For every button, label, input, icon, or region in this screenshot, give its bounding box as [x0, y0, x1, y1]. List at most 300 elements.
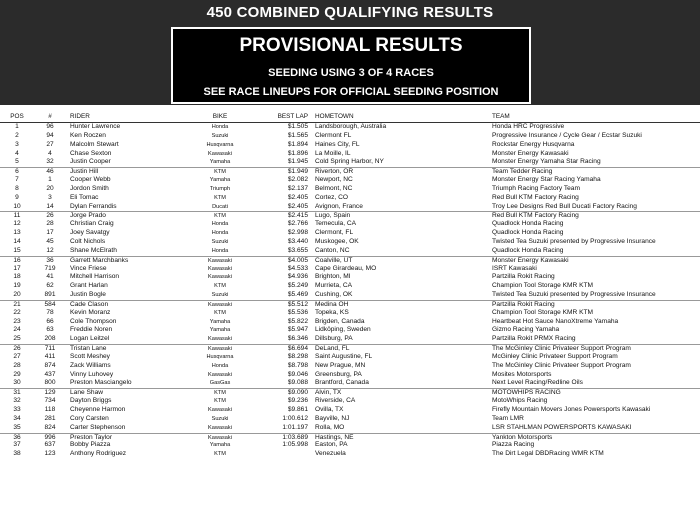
cell-pos: 8 — [15, 184, 19, 192]
cell-bike: Honda — [211, 124, 229, 130]
cell-number: 123 — [44, 450, 56, 458]
cell-hometown: Rolla, MO — [315, 423, 345, 431]
table-row — [0, 318, 700, 327]
cell-rider: Garrett Marchbanks — [70, 256, 129, 264]
cell-number: 78 — [46, 308, 54, 316]
cell-number: 62 — [46, 282, 54, 290]
cell-team: Twisted Tea Suzuki presented by Progressive Insurance — [492, 237, 656, 245]
cell-hometown: Ovilla, TX — [315, 406, 344, 413]
cell-number: 4 — [48, 149, 52, 157]
cell-bike: Suzuki — [211, 238, 229, 245]
cell-number: 118 — [44, 406, 56, 413]
cell-bike: KTM — [214, 213, 226, 220]
cell-rider: Logan Leitzel — [70, 335, 110, 343]
cell-bike: Ducati — [212, 203, 228, 210]
table-row — [0, 450, 700, 459]
cell-bike: KTM — [214, 194, 226, 201]
cell-rider: Justin Bogle — [70, 291, 106, 299]
cell-rider: Preston Masciangelo — [70, 379, 132, 387]
cell-rider: Anthony Rodriguez — [70, 450, 127, 458]
cell-bike: Kawasaki — [208, 424, 232, 431]
cell-rider: Justin Cooper — [70, 158, 111, 166]
cell-number: 46 — [46, 168, 54, 176]
cell-best-lap: $9.861 — [287, 406, 308, 413]
cell-hometown: Saint Augustine, FL — [315, 352, 373, 360]
cell-best-lap: $1.949 — [287, 168, 308, 176]
cell-team: Progressive Insurance / Cycle Gear / Ecstar Suzuki — [492, 131, 642, 139]
cell-team: Quadlock Honda Racing — [492, 229, 564, 237]
cell-hometown: Canton, NC — [315, 246, 350, 254]
cell-number: 41 — [46, 273, 54, 281]
cell-hometown: La Moille, IL — [315, 149, 351, 157]
table-row — [0, 397, 700, 406]
cell-hometown: Clermont, FL — [315, 229, 354, 237]
cell-best-lap: $9.236 — [287, 397, 308, 405]
col-num-header: # — [48, 113, 52, 120]
cell-pos: 38 — [13, 450, 21, 458]
cell-best-lap: $2.405 — [287, 202, 308, 210]
cell-number: 27 — [46, 140, 54, 148]
cell-team: Champion Tool Storage KMR KTM — [492, 282, 594, 290]
table-row — [0, 123, 700, 132]
cell-best-lap: $1.565 — [287, 131, 308, 139]
cell-rider: Christian Craig — [70, 220, 114, 228]
cell-hometown: Topeka, KS — [315, 308, 349, 316]
cell-team: Red Bull KTM Factory Racing — [492, 193, 579, 201]
table-row — [0, 424, 700, 433]
cell-team: Red Bull KTM Factory Racing — [492, 212, 579, 220]
cell-best-lap: 1:03.689 — [282, 433, 308, 441]
cell-best-lap: $3.440 — [287, 237, 308, 245]
cell-hometown: Brighton, MI — [315, 273, 351, 281]
cell-pos: 19 — [13, 282, 21, 290]
cell-rider: Malcolm Stewart — [70, 140, 119, 148]
cell-best-lap: $5.512 — [287, 300, 308, 308]
cell-rider: Justin Hill — [70, 168, 99, 176]
cell-bike: Kawasaki — [208, 434, 232, 441]
cell-rider: Colt Nichols — [70, 237, 106, 245]
cell-number: 584 — [44, 300, 56, 308]
cell-bike: Kawasaki — [208, 301, 232, 308]
table-row — [0, 441, 700, 450]
cell-hometown: DeLand, FL — [315, 345, 350, 353]
cell-hometown: Hastings, NE — [315, 433, 354, 441]
cell-hometown: Newport, NC — [315, 176, 353, 184]
cell-bike: Honda — [211, 221, 229, 228]
cell-hometown: Riverside, CA — [315, 397, 356, 405]
cell-team: Monster Energy Yamaha Star Racing — [492, 158, 601, 166]
table-row — [0, 229, 700, 238]
cell-number: 281 — [44, 414, 56, 422]
cell-pos: 7 — [15, 176, 19, 184]
cell-pos: 20 — [13, 291, 21, 299]
cell-hometown: Medina OH — [315, 300, 349, 308]
cell-best-lap: $5.249 — [287, 282, 308, 290]
table-row — [0, 265, 700, 274]
cell-pos: 4 — [15, 149, 19, 157]
table-row — [0, 176, 700, 185]
cell-best-lap: $4.936 — [287, 273, 308, 281]
cell-hometown: Belmont, NC — [315, 184, 353, 192]
cell-bike: Kawasaki — [208, 336, 232, 343]
cell-hometown: Brigden, Canada — [315, 317, 365, 325]
cell-pos: 16 — [13, 256, 21, 264]
cell-number: 17 — [46, 229, 54, 237]
cell-team: Partzilla Rokit Racing — [492, 300, 555, 308]
cell-number: 45 — [46, 237, 54, 245]
cell-pos: 26 — [13, 345, 21, 353]
cell-pos: 37 — [13, 441, 21, 449]
cell-bike: Suzuki — [211, 292, 229, 299]
cell-bike: Kawasaki — [208, 274, 232, 281]
cell-pos: 3 — [15, 140, 19, 148]
cell-rider: Tristan Lane — [70, 345, 107, 353]
cell-team: Heartbeat Hot Sauce NanoXtreme Yamaha — [492, 317, 619, 325]
cell-bike: Yamaha — [209, 318, 231, 325]
table-row — [0, 141, 700, 150]
cell-best-lap: $2.415 — [287, 212, 308, 220]
cell-pos: 10 — [13, 202, 21, 210]
cell-best-lap: $2.766 — [287, 220, 308, 228]
cell-rider: Shane McElrath — [70, 246, 117, 254]
cell-rider: Mitchell Harrison — [70, 273, 120, 281]
table-header — [0, 111, 700, 123]
cell-bike: Triumph — [209, 185, 231, 192]
cell-hometown: New Prague, MN — [315, 361, 366, 369]
cell-number: 129 — [44, 389, 56, 397]
cell-hometown: Coalville, UT — [315, 256, 353, 264]
table-row — [0, 132, 700, 141]
cell-number: 20 — [46, 184, 54, 192]
cell-team: Quadlock Honda Racing — [492, 220, 564, 228]
cell-number: 800 — [44, 379, 56, 387]
lineup-subtitle: SEE RACE LINEUPS FOR OFFICIAL SEEDING POSITION — [203, 86, 499, 98]
cell-number: 14 — [46, 202, 54, 210]
col-team-header: TEAM — [492, 113, 510, 120]
cell-bike: GasGas — [209, 380, 231, 387]
cell-pos: 13 — [13, 229, 21, 237]
cell-team: The McGinley Clinic Privateer Support Program — [492, 361, 631, 369]
cell-team: Rockstar Energy Husqvarna — [492, 140, 575, 148]
cell-team: MotoWhips Racing — [492, 397, 548, 405]
cell-team: Monster Energy Kawasaki — [492, 149, 569, 157]
table-row — [0, 326, 700, 335]
table-row — [0, 194, 700, 203]
table-row — [0, 211, 700, 220]
cell-team: Triumph Racing Factory Team — [492, 184, 580, 192]
cell-team: Gizmo Racing Yamaha — [492, 326, 560, 334]
cell-rider: Cheyenne Harmon — [70, 406, 126, 413]
cell-best-lap: $4.533 — [287, 264, 308, 272]
cell-number: 63 — [46, 326, 54, 334]
cell-hometown: Cortez, CO — [315, 193, 348, 201]
cell-team: Yankton Motorsports — [492, 433, 553, 441]
table-row — [0, 362, 700, 371]
seeding-subtitle: SEEDING USING 3 OF 4 RACES — [268, 67, 434, 79]
cell-pos: 2 — [15, 131, 19, 139]
cell-hometown: Clermont FL — [315, 131, 352, 139]
cell-team: Partzilla Rokit PRMX Racing — [492, 335, 576, 343]
cell-bike: Husqvarna — [206, 353, 234, 360]
cell-team: The McGinley Clinic Privateer Support Program — [492, 345, 631, 353]
cell-bike: KTM — [214, 309, 226, 316]
col-rider-header: RIDER — [70, 113, 90, 120]
table-row — [0, 309, 700, 318]
cell-hometown: Venezuela — [315, 450, 346, 458]
cell-rider: Carter Stephenson — [70, 423, 126, 431]
cell-team: Mosites Motorsports — [492, 370, 552, 378]
cell-rider: Vince Friese — [70, 264, 107, 272]
cell-bike: Kawasaki — [208, 265, 232, 272]
cell-number: 411 — [44, 352, 56, 360]
cell-hometown: Greensburg, PA — [315, 370, 362, 378]
cell-best-lap: $9.090 — [287, 389, 308, 397]
cell-best-lap: $9.046 — [287, 370, 308, 378]
table-row — [0, 273, 700, 282]
cell-pos: 18 — [13, 273, 21, 281]
cell-hometown: Riverton, OR — [315, 168, 354, 176]
cell-pos: 24 — [13, 326, 21, 334]
cell-team: ISRT Kawasaki — [492, 264, 537, 272]
table-row — [0, 371, 700, 380]
cell-number: 874 — [44, 361, 56, 369]
cell-hometown: Cape Girardeau, MO — [315, 264, 377, 272]
cell-best-lap: $5.822 — [287, 317, 308, 325]
cell-rider: Scott Meshey — [70, 352, 110, 360]
table-row — [0, 300, 700, 309]
cell-rider: Chase Sexton — [70, 149, 112, 157]
cell-hometown: Bayville, NJ — [315, 414, 350, 422]
cell-rider: Dayton Briggs — [70, 397, 112, 405]
cell-hometown: Dillsburg, PA — [315, 335, 353, 343]
cell-rider: Dylan Ferrandis — [70, 202, 117, 210]
cell-rider: Zack Williams — [70, 361, 111, 369]
cell-pos: 30 — [13, 379, 21, 387]
cell-pos: 25 — [13, 335, 21, 343]
cell-bike: Husqvarna — [206, 141, 234, 148]
cell-pos: 9 — [15, 193, 19, 201]
cell-bike: Kawasaki — [208, 371, 232, 378]
cell-number: 637 — [44, 441, 56, 449]
cell-pos: 6 — [15, 168, 19, 176]
table-row — [0, 335, 700, 344]
cell-best-lap: $1.945 — [287, 158, 308, 166]
cell-number: 3 — [48, 193, 52, 201]
table-row — [0, 256, 700, 265]
cell-team: Champion Tool Storage KMR KTM — [492, 308, 594, 316]
cell-best-lap: 1:05.998 — [282, 441, 308, 449]
cell-team: MOTOWHIPS RACING — [492, 389, 561, 397]
cell-bike: KTM — [214, 451, 226, 458]
table-body — [0, 123, 700, 459]
cell-pos: 27 — [13, 352, 21, 360]
cell-bike: Kawasaki — [208, 257, 232, 264]
table-row — [0, 203, 700, 212]
cell-best-lap: $3.655 — [287, 246, 308, 254]
cell-team: Monster Energy Kawasaki — [492, 256, 569, 264]
page-title: 450 COMBINED QUALIFYING RESULTS — [206, 4, 494, 21]
cell-best-lap: $2.405 — [287, 193, 308, 201]
cell-team: Team Tedder Racing — [492, 168, 553, 176]
cell-bike: Kawasaki — [208, 150, 232, 157]
cell-number: 94 — [46, 131, 54, 139]
cell-team: Twisted Tea Suzuki presented by Progressive Insurance — [492, 291, 656, 299]
cell-pos: 32 — [13, 397, 21, 405]
cell-bike: Yamaha — [209, 327, 231, 334]
cell-hometown: Lugo, Spain — [315, 212, 351, 220]
cell-rider: Eli Tomac — [70, 193, 99, 201]
col-hometown-header: HOMETOWN — [315, 113, 354, 120]
cell-hometown: Cold Spring Harbor, NY — [315, 158, 384, 166]
provisional-title: PROVISIONAL RESULTS — [239, 35, 463, 56]
provisional-box — [171, 27, 531, 104]
cell-rider: Jorge Prado — [70, 212, 106, 220]
cell-rider: Preston Taylor — [70, 433, 113, 441]
cell-best-lap: $2.998 — [287, 229, 308, 237]
cell-bike: Kawasaki — [208, 407, 232, 413]
cell-number: 734 — [44, 397, 56, 405]
cell-best-lap: $8.298 — [287, 352, 308, 360]
cell-number: 26 — [46, 212, 54, 220]
cell-team: Next Level Racing/Redline Oils — [492, 379, 583, 387]
cell-best-lap: $5.469 — [287, 291, 308, 299]
cell-rider: Cory Carsten — [70, 414, 109, 422]
cell-number: 28 — [46, 220, 54, 228]
cell-rider: Ken Roczen — [70, 131, 106, 139]
cell-team: McGinley Clinic Privateer Support Program — [492, 352, 618, 360]
cell-best-lap: $9.088 — [287, 379, 308, 387]
cell-hometown: Easton, PA — [315, 441, 348, 449]
cell-number: 719 — [44, 264, 56, 272]
cell-pos: 29 — [13, 370, 21, 378]
cell-number: 36 — [46, 256, 54, 264]
col-lap-header: BEST LAP — [277, 113, 308, 120]
table-row — [0, 379, 700, 388]
cell-rider: Lane Shaw — [70, 389, 103, 397]
cell-bike: Honda — [211, 230, 229, 237]
cell-pos: 17 — [13, 264, 21, 272]
cell-team: Troy Lee Designs Red Bull Ducati Factory Racing — [492, 202, 637, 210]
cell-bike: Suzuki — [211, 132, 229, 139]
cell-team: Quadlock Honda Racing — [492, 246, 564, 254]
cell-best-lap: $5.536 — [287, 308, 308, 316]
cell-rider: Hunter Lawrence — [70, 123, 121, 130]
table-row — [0, 185, 700, 194]
cell-hometown: Alvin, TX — [315, 389, 342, 397]
cell-number: 437 — [44, 370, 56, 378]
cell-bike: KTM — [214, 398, 226, 405]
table-row — [0, 344, 700, 353]
cell-best-lap: $1.505 — [287, 123, 308, 130]
cell-rider: Freddie Noren — [70, 326, 113, 334]
cell-best-lap: $2.137 — [287, 184, 308, 192]
table-row — [0, 247, 700, 256]
cell-bike: KTM — [214, 283, 226, 290]
cell-best-lap: 1:00.612 — [282, 414, 308, 422]
cell-number: 824 — [44, 423, 56, 431]
table-row — [0, 388, 700, 397]
cell-rider: Vinny Luhovey — [70, 370, 114, 378]
cell-pos: 35 — [13, 423, 21, 431]
cell-best-lap: $1.894 — [287, 140, 308, 148]
cell-team: Monster Energy Star Racing Yamaha — [492, 176, 601, 184]
cell-rider: Grant Harlan — [70, 282, 108, 290]
cell-bike: KTM — [214, 169, 226, 176]
cell-pos: 33 — [13, 406, 21, 413]
cell-number: 1 — [48, 176, 52, 184]
table-row — [0, 291, 700, 300]
cell-team: The Dirt Legal DBDRacing WMR KTM — [492, 450, 604, 458]
cell-pos: 36 — [13, 433, 21, 441]
cell-number: 12 — [46, 246, 54, 254]
cell-pos: 23 — [13, 317, 21, 325]
cell-bike: Suzuki — [211, 415, 229, 422]
cell-number: 32 — [46, 158, 54, 166]
table-row — [0, 282, 700, 291]
cell-team: Honda HRC Progressive — [492, 123, 565, 130]
table-row — [0, 415, 700, 424]
cell-number: 711 — [44, 345, 56, 353]
table-row — [0, 406, 700, 415]
cell-pos: 22 — [13, 308, 21, 316]
cell-number: 208 — [44, 335, 56, 343]
cell-hometown: Temecula, CA — [315, 220, 357, 228]
col-pos-header: POS — [10, 113, 24, 120]
cell-bike: Honda — [211, 247, 229, 254]
cell-number: 96 — [46, 123, 54, 130]
cell-pos: 5 — [15, 158, 19, 166]
results-table — [0, 111, 700, 459]
cell-rider: Jordon Smith — [70, 184, 109, 192]
cell-rider: Cooper Webb — [70, 176, 111, 184]
cell-hometown: Brantford, Canada — [315, 379, 369, 387]
cell-rider: Bobby Piazza — [70, 441, 111, 449]
cell-team: Piazza Racing — [492, 441, 535, 449]
table-row — [0, 167, 700, 176]
cell-best-lap: $4.005 — [287, 256, 308, 264]
cell-hometown: Landsborough, Australia — [315, 123, 387, 130]
cell-rider: Joey Savatgy — [70, 229, 110, 237]
table-row — [0, 238, 700, 247]
cell-pos: 31 — [13, 389, 21, 397]
cell-pos: 21 — [13, 300, 21, 308]
table-row — [0, 220, 700, 229]
cell-bike: Yamaha — [209, 177, 231, 184]
header-banner — [0, 0, 700, 105]
cell-pos: 12 — [13, 220, 21, 228]
table-row — [0, 158, 700, 167]
table-row — [0, 150, 700, 159]
cell-pos: 14 — [13, 237, 21, 245]
cell-best-lap: 1:01.197 — [282, 423, 308, 431]
cell-rider: Kevin Moranz — [70, 308, 111, 316]
cell-hometown: Murrieta, CA — [315, 282, 353, 290]
cell-pos: 11 — [13, 212, 21, 220]
cell-bike: Yamaha — [209, 159, 231, 166]
cell-number: 891 — [44, 291, 56, 299]
cell-bike: Yamaha — [209, 442, 231, 449]
cell-pos: 1 — [15, 123, 19, 130]
table-row — [0, 353, 700, 362]
cell-number: 66 — [46, 317, 54, 325]
table-row — [0, 433, 700, 442]
cell-best-lap: $2.082 — [287, 176, 308, 184]
cell-team: Firefly Mountain Movers Jones Powersports Kawasaki — [492, 406, 651, 413]
cell-team: Partzilla Rokit Racing — [492, 273, 555, 281]
col-bike-header: BIKE — [212, 113, 228, 120]
cell-rider: Cade Clason — [70, 300, 109, 308]
cell-bike: Honda — [211, 362, 229, 369]
